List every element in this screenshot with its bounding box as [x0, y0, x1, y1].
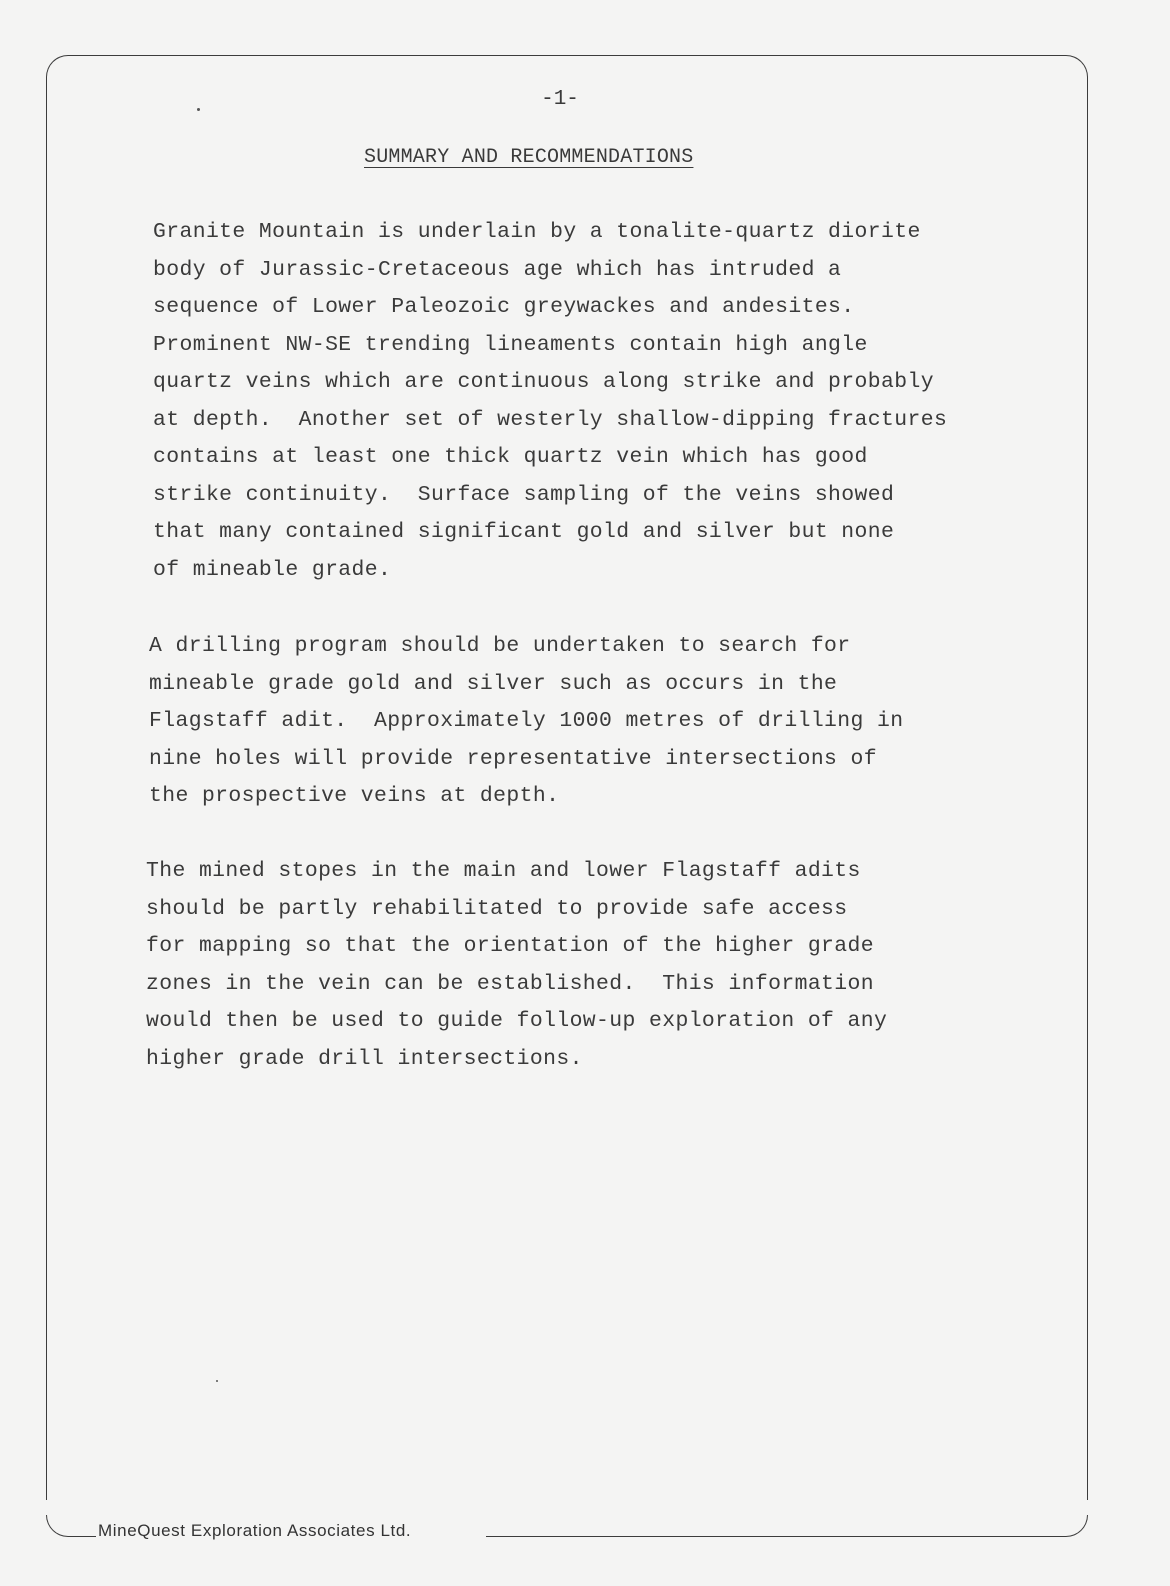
- paragraph-geology: [153, 214, 1073, 589]
- paragraph-rehabilitation: [146, 853, 1066, 1078]
- text-line: Prominent NW-SE trending lineaments contain high angle: [153, 332, 868, 357]
- text-line: The mined stopes in the main and lower Flagstaff adits: [146, 859, 861, 883]
- scan-speck: [216, 1380, 218, 1382]
- section-heading: SUMMARY AND RECOMMENDATIONS: [364, 146, 694, 169]
- text-line: higher grade drill intersections.: [146, 1046, 583, 1071]
- text-line: strike continuity. Surface sampling of the veins showed: [153, 482, 895, 507]
- text-line: of mineable grade.: [153, 557, 392, 582]
- text-line: A drilling program should be undertaken to search for: [149, 634, 851, 658]
- text-line: should be partly rehabilitated to provide safe access: [146, 896, 848, 921]
- text-line: body of Jurassic-Cretaceous age which has intruded a: [153, 257, 842, 282]
- text-line: at depth. Another set of westerly shallow-dipping fractures: [153, 407, 948, 432]
- text-line: nine holes will provide representative intersections of: [149, 746, 878, 771]
- text-line: that many contained significant gold and silver but none: [153, 520, 895, 544]
- text-line: Granite Mountain is underlain by a tonalite-quartz diorite: [153, 220, 921, 244]
- text-line: zones in the vein can be established. This information: [146, 971, 875, 996]
- text-line: quartz veins which are continuous along strike and probably: [153, 370, 934, 394]
- page-border-bottom-right: [486, 1515, 1088, 1537]
- text-line: for mapping so that the orientation of the higher grade: [146, 934, 875, 958]
- text-line: sequence of Lower Paleozoic greywackes and andesites.: [153, 295, 855, 319]
- text-line: contains at least one thick quartz vein which has good: [153, 445, 868, 469]
- text-line: Flagstaff adit. Approximately 1000 metres of drilling in: [149, 709, 904, 733]
- text-line: would then be used to guide follow-up exploration of any: [146, 1009, 888, 1033]
- text-line: the prospective veins at depth.: [149, 784, 560, 808]
- page-number: -1-: [541, 88, 579, 111]
- company-footer: MineQuest Exploration Associates Ltd.: [98, 1521, 412, 1540]
- paragraph-drilling: [149, 628, 1069, 816]
- text-line: mineable grade gold and silver such as occurs in the: [149, 671, 838, 696]
